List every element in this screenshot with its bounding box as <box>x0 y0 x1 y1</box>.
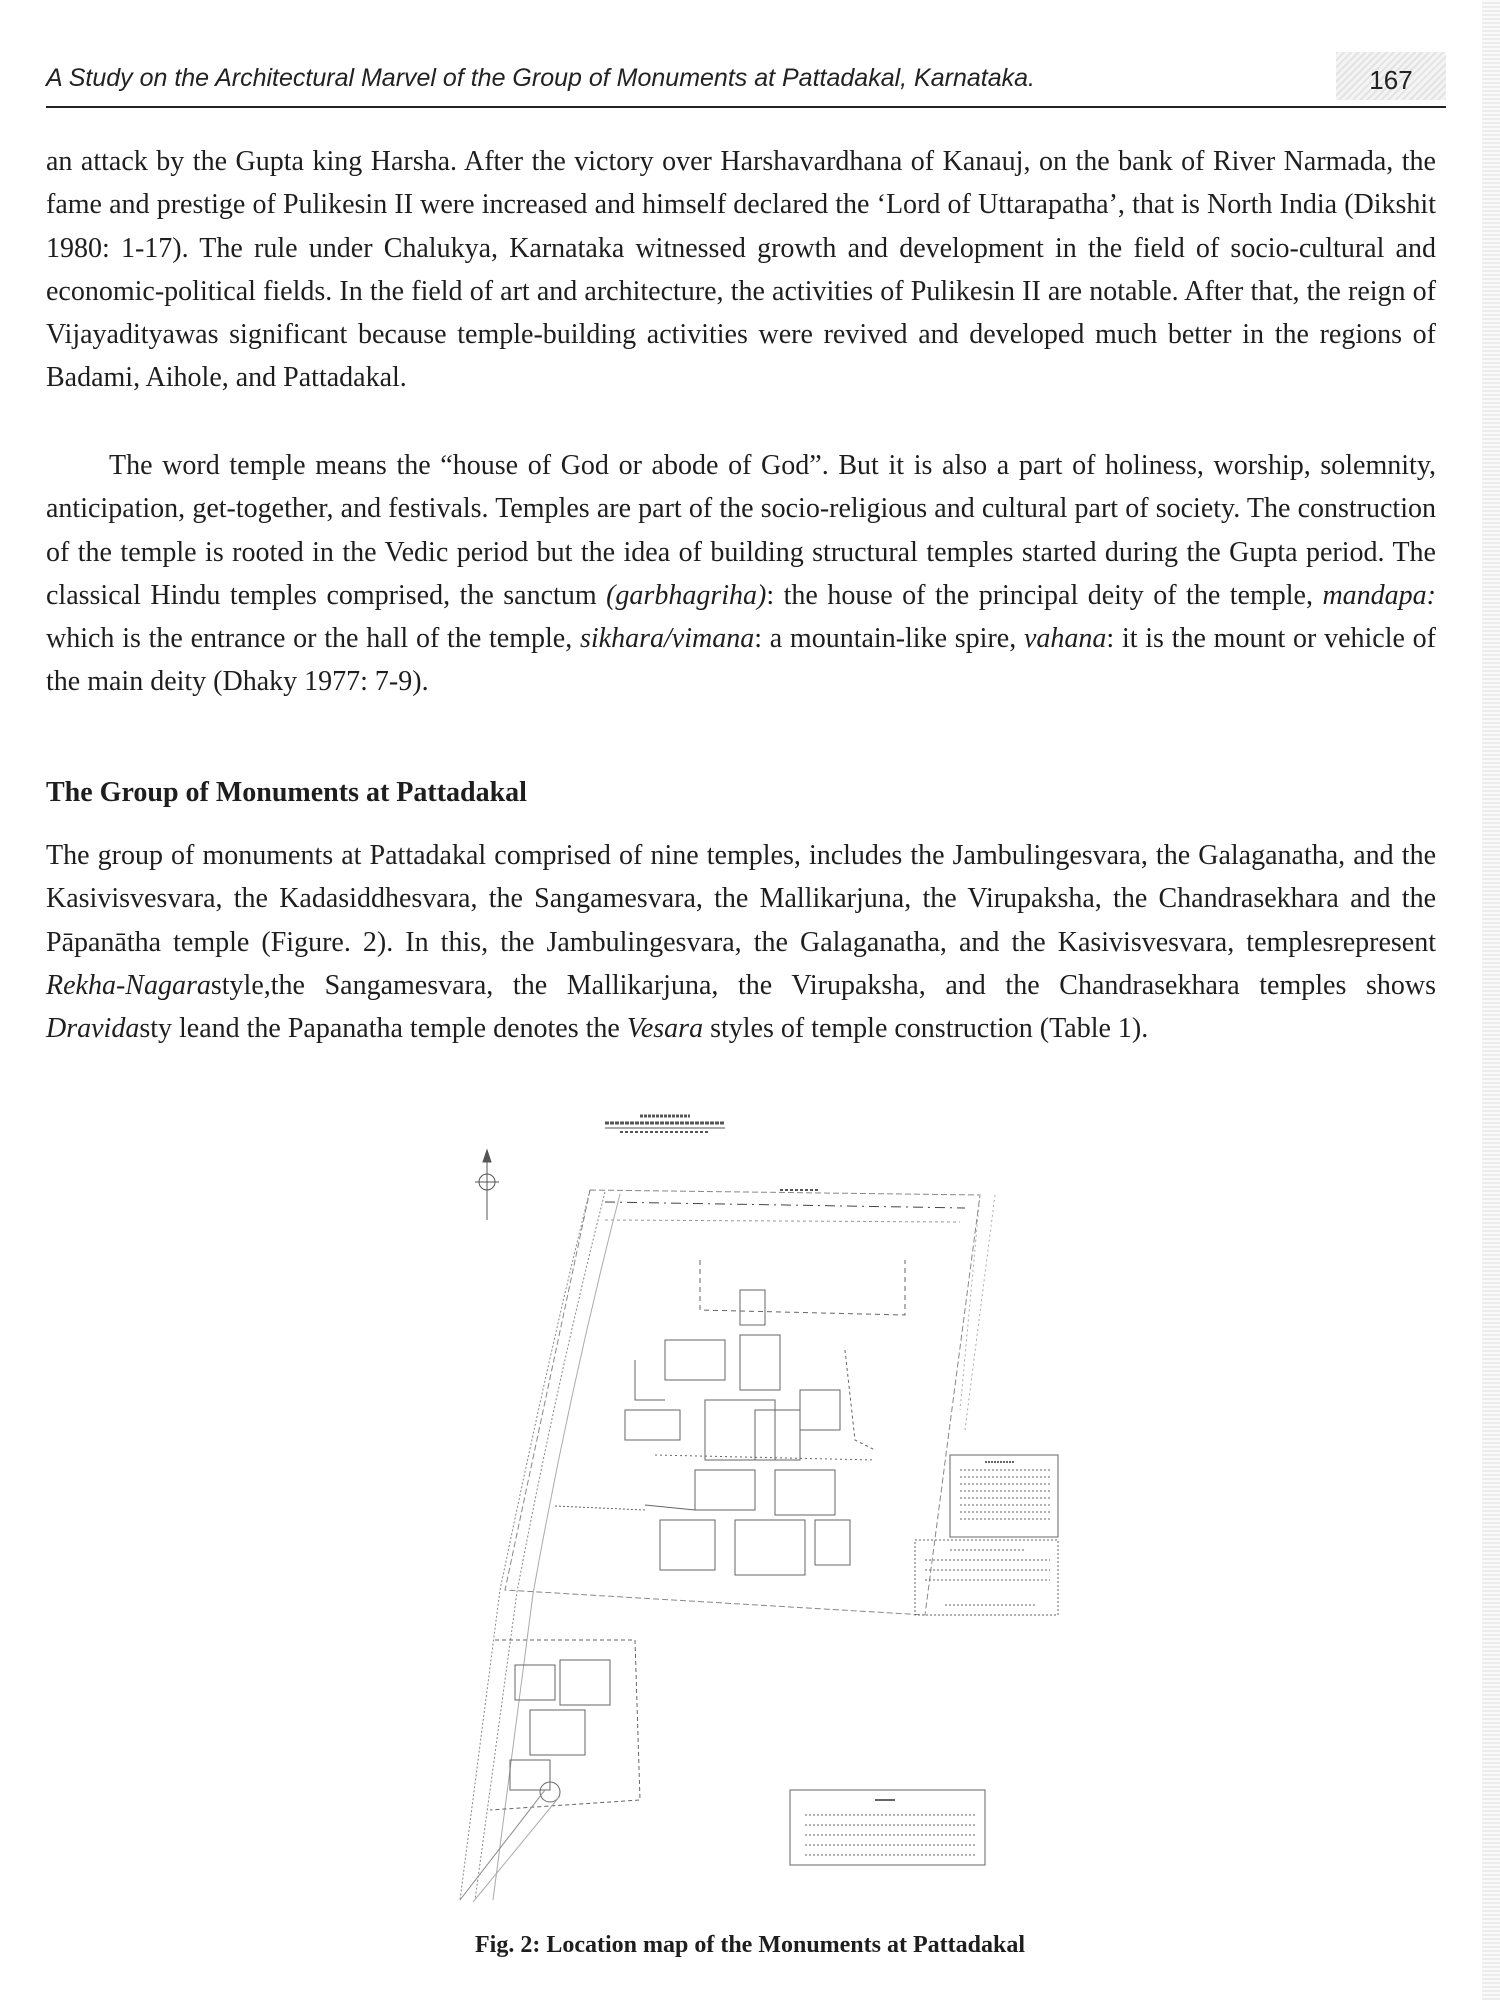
map-notes <box>790 1790 985 1865</box>
map-legend <box>915 1455 1058 1615</box>
term-garbhagriha: (garbhagriha) <box>606 579 767 611</box>
paragraph-2-text-3: which is the entrance or the hall of the temple, <box>46 623 580 655</box>
map-title-block <box>605 1116 725 1132</box>
paragraph-1 <box>46 140 1436 400</box>
paragraph-3-text-1: The group of monuments at Pattadakal comprised of nine temples, includes the Jambulingesvara, the Galaganatha, and the Kasivisvesvara, the Kadasiddhesvara, the Sangamesvara, the Mallikarjuna, the Virupaksha, the Chandrasekhara and the Pāpanātha temple (Figure. 2). In this, the Jambulingesvara, the Galaganatha, and the Kasivisvesvara, templesrepresent <box>46 840 1436 958</box>
paragraph-3-text-4: styles of temple construction (Table 1). <box>703 1013 1149 1045</box>
location-map-figure <box>405 1110 1085 1910</box>
running-header <box>46 62 1446 108</box>
term-vesara: Vesara <box>626 1013 704 1045</box>
term-sikhara-vimana: sikhara/vimana <box>579 623 755 655</box>
paragraph-2 <box>46 444 1436 704</box>
term-dravida: Dravida <box>46 1013 140 1045</box>
page-number: 167 <box>1336 52 1446 100</box>
north-arrow-icon <box>475 1150 499 1220</box>
paragraph-2-text-4: : a mountain-like spire, <box>754 623 1024 655</box>
paragraph-3 <box>46 834 1436 1050</box>
papanatha-annex <box>460 1640 640 1902</box>
scan-edge <box>1482 0 1500 2000</box>
term-mandapa: mandapa: <box>1322 579 1436 611</box>
paragraph-1-text: an attack by the Gupta king Harsha. After the victory over Harshavardhana of Kanauj, on the bank of River Narmada, the fame and prestige of Pulikesin II were increased and himself declared the ‘Lord of Uttarapatha’, that is North India (Dikshit 1980: 1-17). The rule under Chalukya, Karnataka witnessed growth and development in the field of socio-cultural and economic-political fields. In the field of art and architecture, the activities of Pulikesin II are notable. After that, the reign of Vijayadityawas significant because temple-building activities were revived and developed much better in the regions of Badami, Aihole, and Pattadakal. <box>46 146 1436 394</box>
paragraph-2-text-5: : it is the mount or vehicle of the main deity (Dhaky 1977: 7-9). <box>46 623 1436 698</box>
term-vahana: vahana <box>1023 623 1107 655</box>
temple-compound <box>555 1260 905 1575</box>
paragraph-2-text-1: The word temple means the “house of God or abode of God”. But it is also a part of holiness, worship, solemnity, anticipation, get-together, and festivals. Temples are part of the socio-religious and cultural part of society. The construction of the temple is rooted in the Vedic period but the idea of building structural temples started during the Gupta period. The classical Hindu temples comprised, the sanctum <box>46 450 1436 611</box>
paragraph-3-text-3: sty leand the Papanatha temple denotes the <box>139 1013 627 1045</box>
site-plan-drawing <box>405 1110 1085 1910</box>
running-header-title: A Study on the Architectural Marvel of the Group of Monuments at Pattadakal, Karnataka. <box>46 64 1035 92</box>
paragraph-2-text-2: : the house of the principal deity of the temple, <box>766 579 1323 611</box>
term-rekha-nagara: Rekha-Nagara <box>46 969 211 1001</box>
paragraph-3-text-2: style,the Sangamesvara, the Mallikarjuna, the Virupaksha, and the Chandrasekhara temples shows <box>210 969 1436 1001</box>
section-heading: The Group of Monuments at Pattadakal <box>46 777 527 808</box>
figure-caption: Fig. 2: Location map of the Monuments at Pattadakal <box>475 1932 1025 1958</box>
site-boundary <box>505 1190 980 1615</box>
